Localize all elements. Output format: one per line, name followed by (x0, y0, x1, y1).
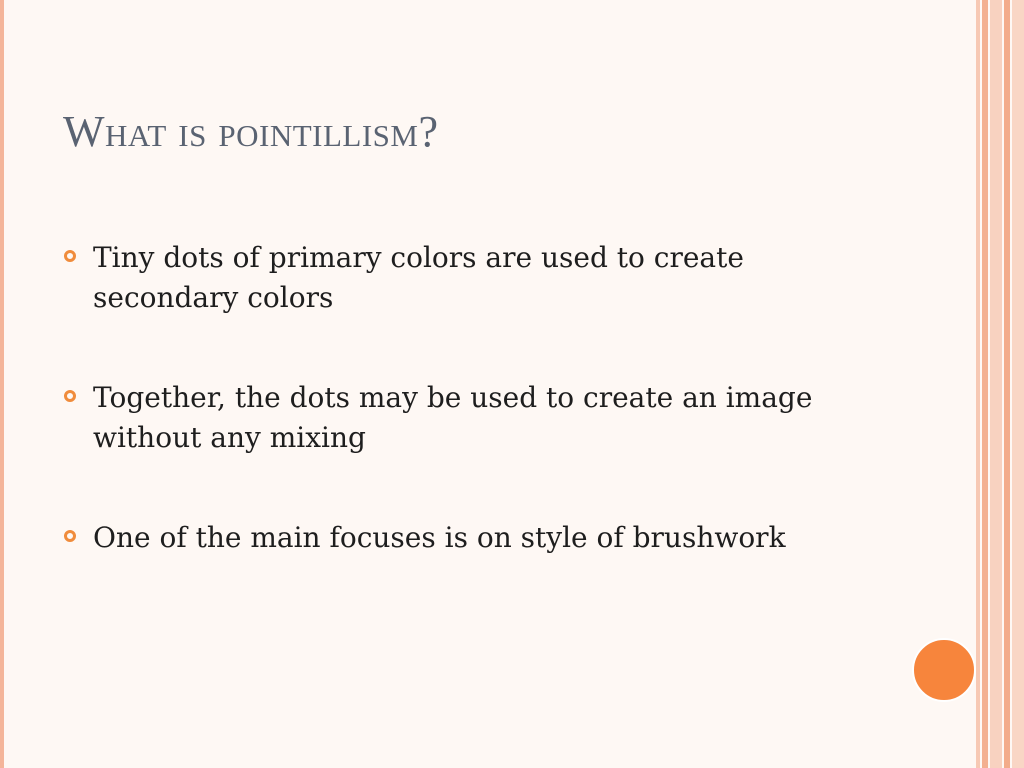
bullet-text: Tiny dots of primary colors are used to create secondary colors (93, 241, 744, 314)
left-border-stripe (0, 0, 4, 768)
right-decorative-stripes (976, 0, 1024, 768)
stripe (990, 0, 1002, 768)
ring-bullet-icon (64, 390, 76, 402)
bullet-item (64, 378, 864, 458)
bullet-item (64, 238, 864, 318)
bullet-list (64, 238, 864, 558)
bullet-text: One of the main focuses is on style of brushwork (93, 521, 786, 554)
stripe (1012, 0, 1024, 768)
stripe (976, 0, 980, 768)
bullet-text: Together, the dots may be used to create an image without any mixing (93, 381, 813, 454)
bullet-item (64, 518, 864, 558)
ring-bullet-icon (64, 250, 76, 262)
stripe (1004, 0, 1010, 768)
ring-bullet-icon (64, 530, 76, 542)
stripe (982, 0, 988, 768)
decorative-circle (912, 638, 976, 702)
slide-title: What is pointillism? (63, 107, 439, 156)
